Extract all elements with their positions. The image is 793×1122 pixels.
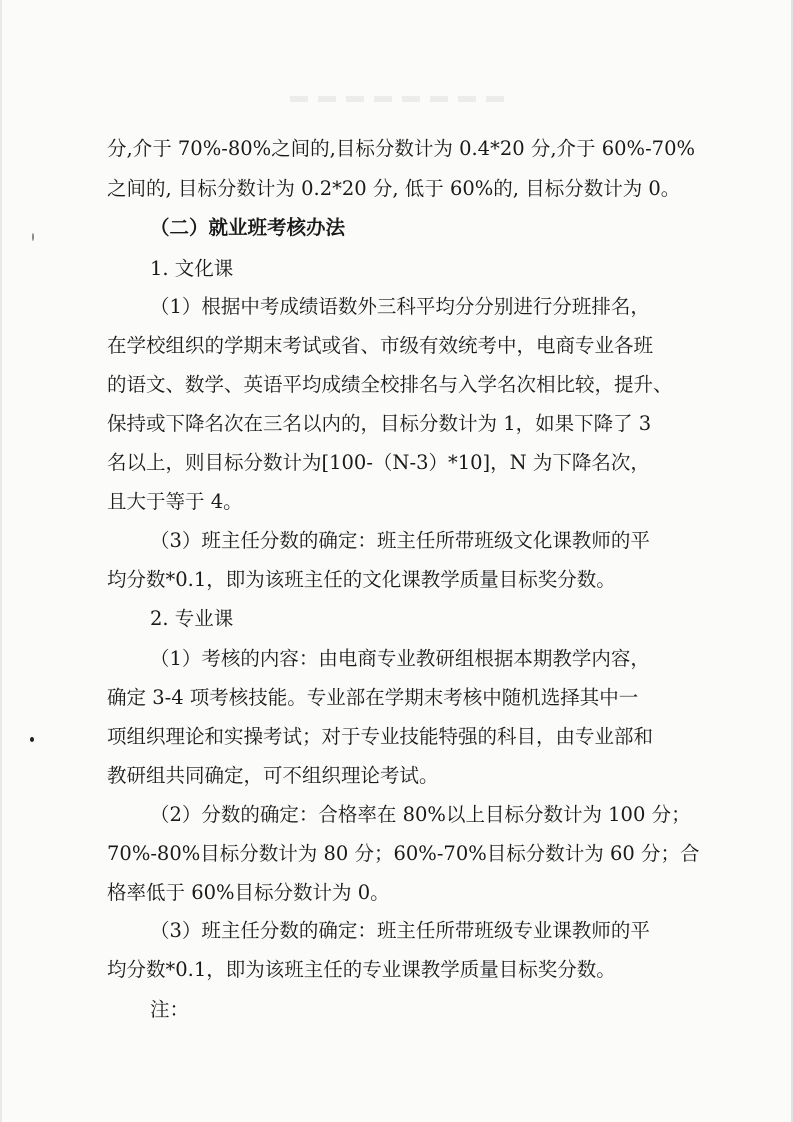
faint-bleedthrough-text [290, 96, 510, 102]
scan-speck [32, 233, 34, 241]
paragraph-line: 之间的, 目标分数计为 0.2*20 分, 低于 60%的, 目标分数计为 0。 [107, 177, 681, 200]
paragraph-line: 确定 3-4 项考核技能。专业部在学期末考核中随机选择其中一 [107, 686, 639, 709]
paragraph-line: （2）分数的确定：合格率在 80%以上目标分数计为 100 分； [150, 803, 691, 826]
paragraph-line: 且大于等于 4。 [107, 490, 243, 513]
subsection-heading: 1. 文化课 [150, 257, 234, 280]
paragraph-line: 均分数*0.1，即为该班主任的专业课教学质量目标奖分数。 [107, 958, 616, 981]
scan-left-edge [0, 0, 2, 1122]
paragraph-line: 在学校组织的学期末考试或省、市级有效统考中，电商专业各班 [107, 334, 654, 357]
subsection-heading: 2. 专业课 [150, 607, 234, 630]
scan-speck [30, 737, 34, 742]
paragraph-line: （3）班主任分数的确定：班主任所带班级文化课教师的平 [150, 529, 650, 552]
paragraph-line: 的语文、数学、英语平均成绩全校排名与入学名次相比较，提升、 [107, 373, 673, 396]
paragraph-line: 格率低于 60%目标分数计为 0。 [107, 881, 390, 904]
paragraph-line: 保持或下降名次在三名以内的，目标分数计为 1，如果下降了 3 [107, 412, 652, 435]
paragraph-line: 均分数*0.1，即为该班主任的文化课教学质量目标奖分数。 [107, 568, 616, 591]
paragraph-line: （1）根据中考成绩语数外三科平均分分别进行分班排名， [150, 295, 650, 318]
note-label: 注： [150, 998, 190, 1021]
paragraph-line: （3）班主任分数的确定：班主任所带班级专业课教师的平 [150, 919, 650, 942]
paragraph-line: 教研组共同确定，可不组织理论考试。 [107, 764, 439, 787]
paragraph-line: 名以上，则目标分数计为[100-（N-3）*10]，N 为下降名次， [107, 451, 650, 474]
paragraph-line: 分,介于 70%-80%之间的,目标分数计为 0.4*20 分,介于 60%-70% [107, 137, 696, 160]
paragraph-line: 项组织理论和实操考试；对于专业技能特强的科目，由专业部和 [107, 725, 654, 748]
paragraph-line: （1）考核的内容：由电商专业教研组根据本期教学内容， [150, 647, 650, 670]
paragraph-line: 70%-80%目标分数计为 80 分；60%-70%目标分数计为 60 分；合 [107, 842, 700, 865]
section-heading: （二）就业班考核办法 [150, 216, 346, 239]
